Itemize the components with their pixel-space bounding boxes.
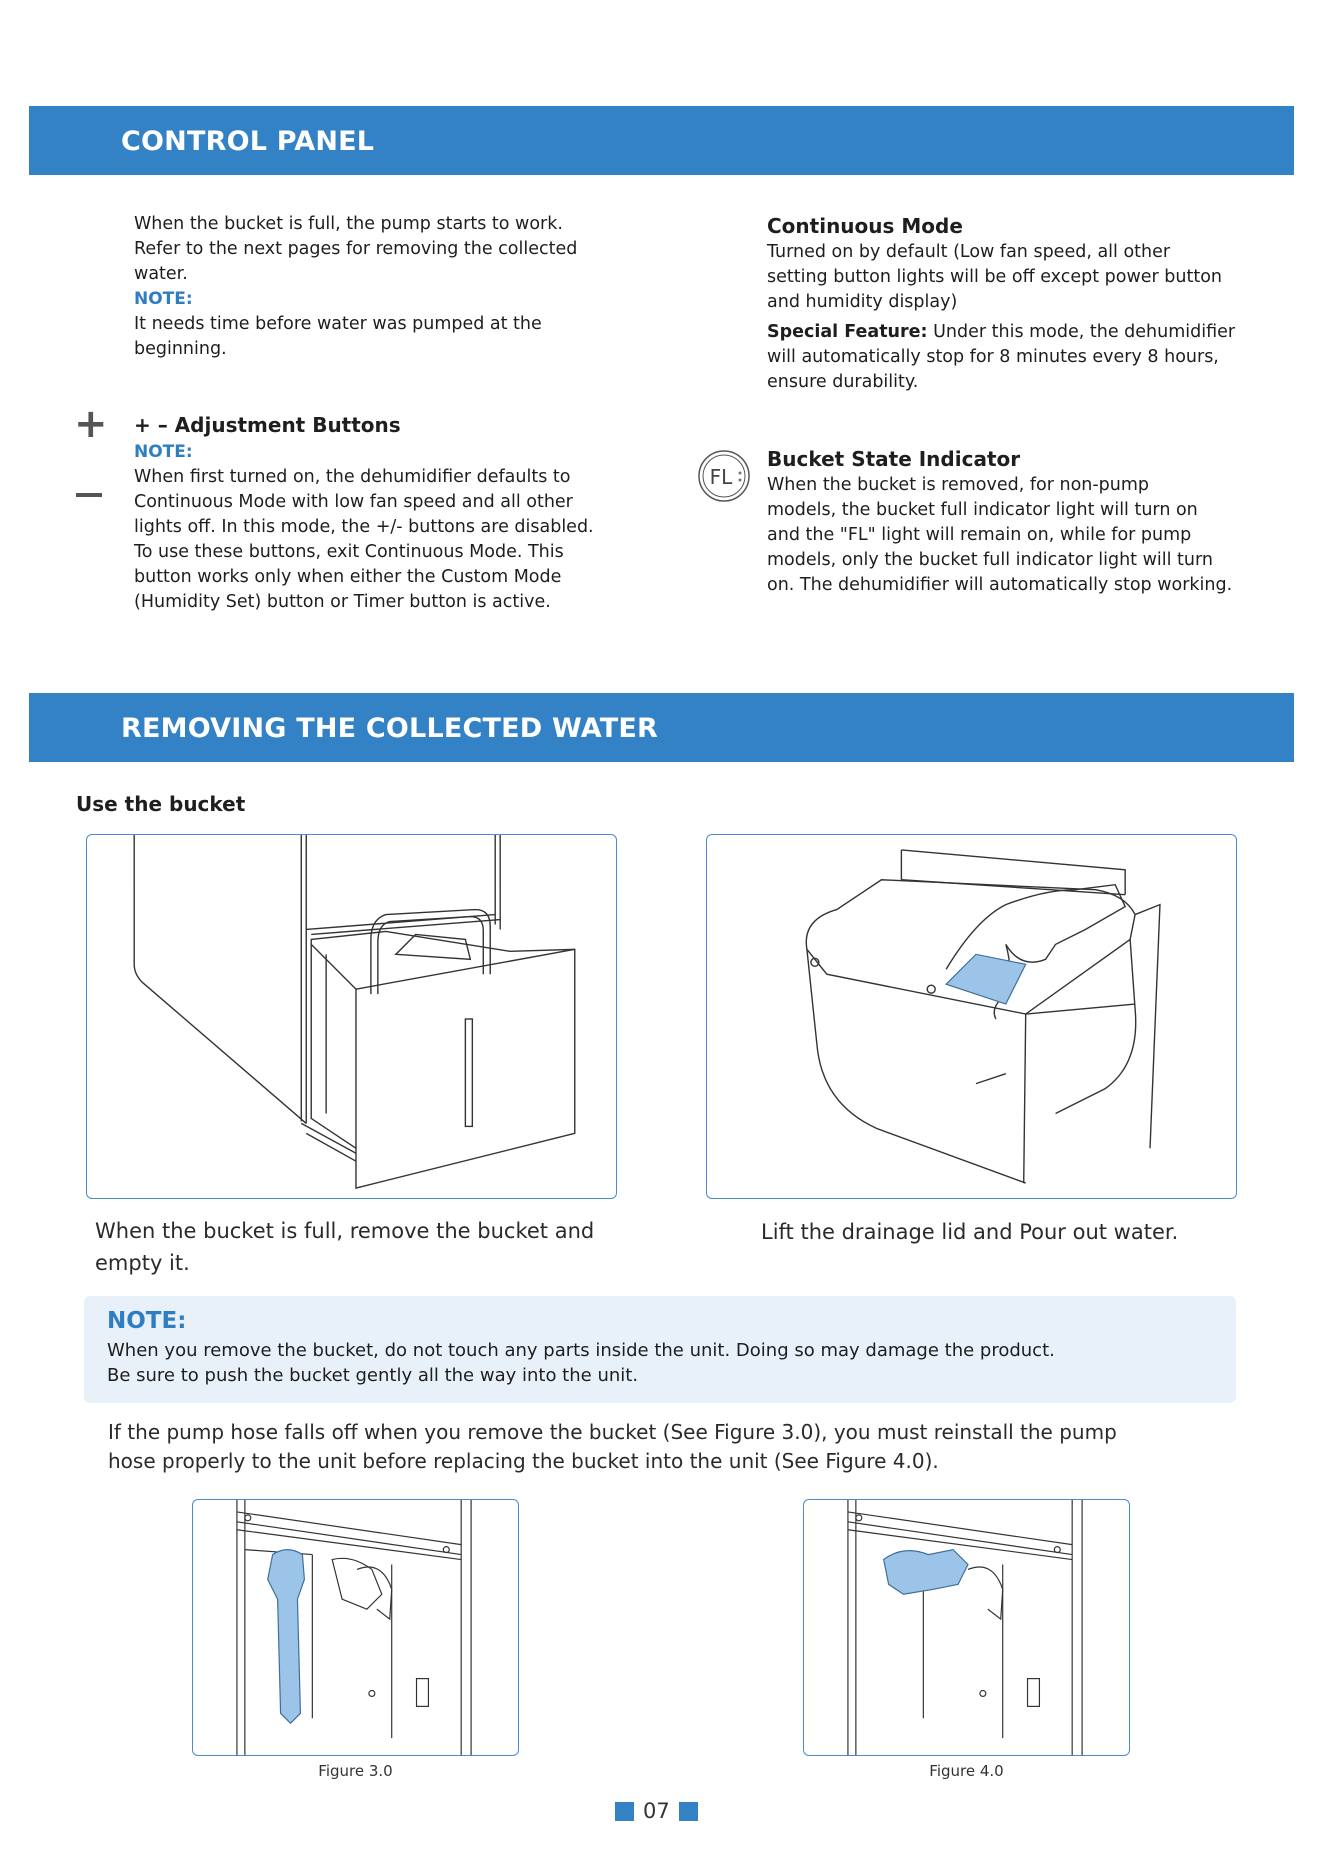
figure-4-caption: Figure 4.0 — [929, 1762, 1004, 1780]
figure-3-illustration — [192, 1499, 519, 1756]
special-feature-text: Special Feature: Under this mode, the dehumidifier will automatically stop for 8 minutes every 8 hours, ensure durability. — [767, 322, 1236, 392]
continuous-mode-text: Turned on by default (Low fan speed, all other setting button lights will be off except power button and humidity display) — [767, 242, 1223, 312]
plus-icon: + — [74, 401, 108, 447]
adjustment-text: When first turned on, the dehumidifier defaults to Continuous Mode with low fan speed and all other lights off. In this mode, the +/- buttons are disabled. To use these buttons, exit Continuous Mode. This button works only when either the Custom Mode (Humidity Set) button or Timer button is active. — [134, 467, 594, 612]
control-panel-header — [29, 106, 1294, 175]
pump-hose-instructions: If the pump hose falls off when you remove the bucket (See Figure 3.0), you must reinstall the pump hose properly to the unit before replacing the bucket into the unit (See Figure 4.0). — [108, 1420, 1117, 1473]
pour-water-caption: Lift the drainage lid and Pour out water. — [761, 1220, 1179, 1244]
special-feature-label: Special Feature: — [767, 322, 928, 342]
figure-3-caption: Figure 3.0 — [318, 1762, 393, 1780]
note-label: NOTE: — [107, 1308, 187, 1334]
removing-water-header — [29, 693, 1294, 762]
page-marker-left — [615, 1802, 634, 1821]
note-label: NOTE: — [134, 289, 193, 309]
adjustment-note-label: NOTE: — [134, 442, 193, 462]
page-marker-right — [679, 1802, 698, 1821]
minus-icon — [76, 493, 102, 497]
continuous-mode-heading: Continuous Mode — [767, 214, 963, 238]
section-title: REMOVING THE COLLECTED WATER — [121, 713, 659, 744]
figure-4-illustration — [803, 1499, 1130, 1756]
intro-text: When the bucket is full, the pump starts to work. Refer to the next pages for removing the collected water. NOTE: It needs time before water was pumped at the beginning. — [134, 212, 654, 362]
note-box — [84, 1296, 1236, 1403]
section-title: CONTROL PANEL — [121, 126, 375, 157]
bucket-state-text: When the bucket is removed, for non-pump models, the bucket full indicator light will turn on and the "FL" light will remain on, while for pump models, only the bucket full indicator light will turn on. The dehumidifier will automatically stop working. — [767, 475, 1233, 595]
note-text: When you remove the bucket, do not touch any parts inside the unit. Doing so may damage the product. Be sure to push the bucket gently all the way into the unit. — [107, 1340, 1055, 1386]
bucket-icon-text: FL — [709, 465, 733, 489]
bucket-indicator-icon — [697, 449, 751, 503]
remove-bucket-caption: When the bucket is full, remove the bucket and empty it. — [95, 1219, 595, 1275]
remove-bucket-illustration — [86, 834, 617, 1199]
bucket-state-heading: Bucket State Indicator — [767, 447, 1021, 471]
pour-water-illustration — [706, 834, 1237, 1199]
page-number: 07 — [643, 1799, 670, 1823]
use-bucket-subheading: Use the bucket — [76, 792, 246, 816]
adjustment-heading: + – Adjustment Buttons — [134, 413, 401, 437]
